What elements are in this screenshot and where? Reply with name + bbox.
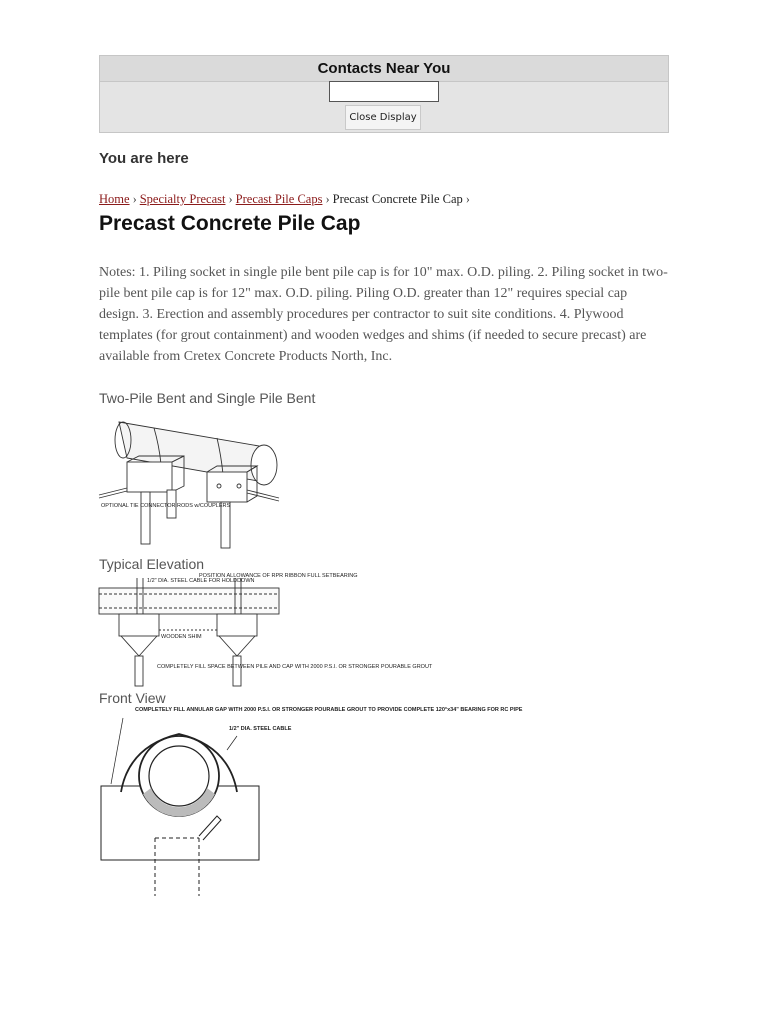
figure-annotation: 1/2" DIA. STEEL CABLE FOR HOLDDOWN [147, 578, 255, 584]
figure-annotation: COMPLETELY FILL ANNULAR GAP WITH 2000 P.S.I. OR STRONGER POURABLE GROUT TO PROVIDE COMPLETE 120°x34" BEARING FOR RC PIPE [135, 707, 523, 713]
figure-typical-elevation [99, 573, 433, 689]
notes-paragraph: Notes: 1. Piling socket in single pile bent pile cap is for 10" max. O.D. piling. 2. Piling socket in two-pile bent pile cap is for 12" max. O.D. piling. Piling O.D. greater than 12" requires special cap design. 3. Erection and assembly procedures per contractor to suit site conditions. 4. Plywood templates (for grout containment) and wooden wedges and shims (if needed to secure precast) are available from Cretex Concrete Products North, Inc. [99, 265, 668, 364]
front-view-drawing [99, 706, 523, 896]
figure-annotation: OPTIONAL TIE CONNECTOR RODS w/COUPLERS [101, 503, 231, 509]
contacts-panel [99, 55, 669, 133]
figure-label-typical-elevation: Typical Elevation [99, 556, 205, 572]
figure-front-view [99, 706, 523, 896]
breadcrumb-home-link[interactable]: Home [99, 192, 130, 206]
two-pile-bent-drawing [99, 410, 279, 550]
close-display-button[interactable]: Close Display [345, 105, 421, 130]
breadcrumb-precast-pile-caps-link[interactable]: Precast Pile Caps [235, 192, 323, 206]
breadcrumb-separator: › [325, 192, 330, 206]
page-title: Precast Concrete Pile Cap [99, 212, 361, 235]
typical-elevation-drawing [99, 573, 433, 689]
breadcrumb-separator: › [228, 192, 233, 206]
breadcrumb-current: Precast Concrete Pile Cap [332, 192, 463, 206]
contacts-title: Contacts Near You [100, 56, 668, 82]
breadcrumb [99, 192, 473, 207]
figure-two-pile-bent [99, 410, 279, 550]
contacts-input[interactable] [329, 81, 439, 102]
figure-annotation: WOODEN SHIM [161, 634, 202, 640]
location-heading: You are here [99, 150, 189, 167]
figure-annotation: COMPLETELY FILL SPACE BETWEEN PILE AND CAP WITH 2000 P.S.I. OR STRONGER POURABLE GROUT [157, 664, 433, 670]
figure-label-two-pile-bent: Two-Pile Bent and Single Pile Bent [99, 390, 316, 406]
breadcrumb-separator: › [465, 192, 470, 206]
breadcrumb-separator: › [132, 192, 137, 206]
figure-annotation: POSITION ALLOWANCE OF RPR RIBBON FULL SETBEARING [199, 573, 358, 579]
figure-annotation: 1/2" DIA. STEEL CABLE [229, 726, 292, 732]
breadcrumb-specialty-precast-link[interactable]: Specialty Precast [139, 192, 226, 206]
figure-label-front-view: Front View [99, 690, 166, 706]
